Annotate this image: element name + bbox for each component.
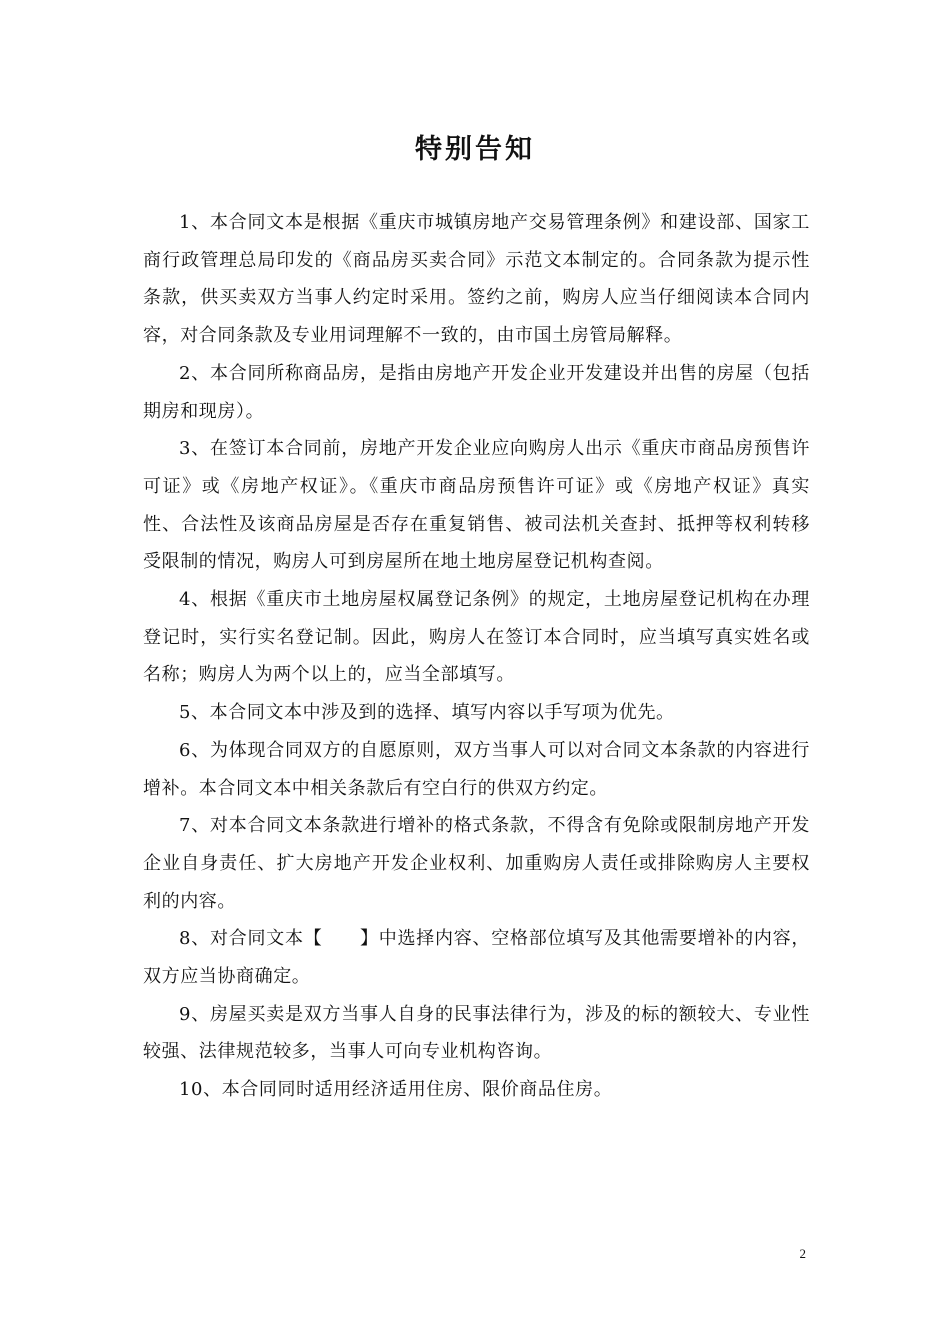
- notice-paragraph-10: 10、本合同同时适用经济适用住房、限价商品住房。: [179, 1079, 613, 1101]
- notice-paragraph-3: 3、在签订本合同前，房地产开发企业应向购房人出示《重庆市商品房预售许可证》或《房地产权证》。《重庆市商品房预售许可证》或《房地产权证》真实性、合法性及该商品房屋是否存在重复销售、被司法机关查封、抵押等权利转移受限制的情况，购房人可到房屋所在地土地房屋登记机构查阅。: [143, 438, 810, 573]
- notice-paragraph-1: 1、本合同文本是根据《重庆市城镇房地产交易管理条例》和建设部、国家工商行政管理总局印发的《商品房买卖合同》示范文本制定的。合同条款为提示性条款，供买卖双方当事人约定时采用。签约之前，购房人应当仔细阅读本合同内容，对合同条款及专业用词理解不一致的，由市国土房管局解释。: [143, 212, 810, 347]
- notice-paragraph-9: 9、房屋买卖是双方当事人自身的民事法律行为，涉及的标的额较大、专业性较强、法律规范较多，当事人可向专业机构咨询。: [143, 1003, 810, 1063]
- page-number: 2: [799, 1246, 806, 1261]
- notice-paragraph-6: 6、为体现合同双方的自愿原则，双方当事人可以对合同文本条款的内容进行增补。本合同文本中相关条款后有空白行的供双方约定。: [143, 739, 810, 799]
- page-title: 特别告知: [415, 134, 535, 165]
- notice-paragraph-5: 5、本合同文本中涉及到的选择、填写内容以手写项为优先。: [179, 702, 675, 724]
- notice-body: [143, 204, 810, 1109]
- notice-paragraph-4: 4、根据《重庆市土地房屋权属登记条例》的规定，土地房屋登记机构在办理登记时，实行实名登记制。因此，购房人在签订本合同时，应当填写真实姓名或名称；购房人为两个以上的，应当全部填写。: [143, 589, 810, 686]
- notice-paragraph-7: 7、对本合同文本条款进行增补的格式条款，不得含有免除或限制房地产开发企业自身责任、扩大房地产开发企业权利、加重购房人责任或排除购房人主要权利的内容。: [143, 815, 810, 912]
- notice-paragraph-2: 2、本合同所称商品房，是指由房地产开发企业开发建设并出售的房屋（包括期房和现房）。: [143, 362, 810, 422]
- notice-paragraph-8: 8、对合同文本【 】中选择内容、空格部位填写及其他需要增补的内容，双方应当协商确定。: [143, 928, 810, 988]
